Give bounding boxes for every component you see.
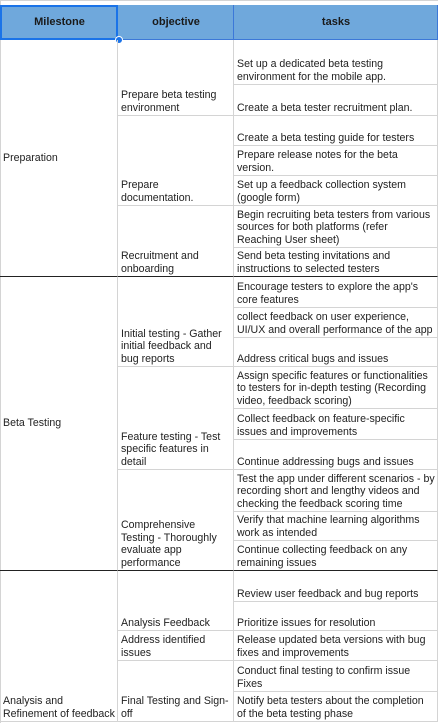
objective-label: Prepare documentation. bbox=[121, 179, 194, 204]
task-text: Review user feedback and bug reports bbox=[237, 587, 419, 600]
task-text: Notify beta testers about the completion of the beta testing phase bbox=[237, 695, 424, 720]
task-text: Test the app under different scenarios - by recording short and lengthy videos and checking the feedback scoring time bbox=[237, 472, 435, 510]
task-text: Create a beta testing guide for testers bbox=[237, 131, 415, 144]
header-tasks-cell[interactable] bbox=[234, 5, 438, 40]
task-cell[interactable] bbox=[234, 409, 438, 440]
objective-label: Comprehensive Testing - Thoroughly evaluate app performance bbox=[121, 519, 217, 569]
milestone-label: Analysis and Refinement of feedback bbox=[3, 695, 115, 720]
milestone-cell[interactable] bbox=[0, 277, 118, 571]
task-text: Encourage testers to explore the app's core features bbox=[237, 281, 419, 306]
objective-cell[interactable] bbox=[118, 571, 234, 631]
task-text: Assign specific features or functionalities to testers for in-depth testing (Recording video, feedback scoring) bbox=[237, 369, 428, 407]
task-cell[interactable] bbox=[234, 85, 438, 116]
task-cell[interactable] bbox=[234, 512, 438, 541]
task-cell[interactable] bbox=[234, 571, 438, 602]
task-text: Continue addressing bugs and issues bbox=[237, 455, 414, 468]
sheet-top-border bbox=[0, 0, 438, 1]
header-objective-cell[interactable] bbox=[118, 5, 234, 40]
task-cell[interactable] bbox=[234, 176, 438, 206]
milestone-label: Preparation bbox=[3, 151, 58, 164]
task-cell[interactable] bbox=[234, 116, 438, 146]
task-text: Prioritize issues for resolution bbox=[237, 616, 376, 629]
task-cell[interactable] bbox=[234, 541, 438, 571]
objective-cell[interactable] bbox=[118, 367, 234, 470]
task-cell[interactable] bbox=[234, 440, 438, 470]
task-cell[interactable] bbox=[234, 40, 438, 85]
objective-cell[interactable] bbox=[118, 661, 234, 722]
header-tasks-label: tasks bbox=[321, 15, 351, 28]
objective-cell[interactable] bbox=[118, 470, 234, 571]
task-text: Send beta testing invitations and instructions to selected testers bbox=[237, 250, 391, 275]
task-cell[interactable] bbox=[234, 470, 438, 512]
task-cell[interactable] bbox=[234, 206, 438, 248]
milestone-label: Beta Testing bbox=[3, 417, 62, 430]
task-cell[interactable] bbox=[234, 338, 438, 367]
task-cell[interactable] bbox=[234, 248, 438, 277]
objective-label: Final Testing and Sign-off bbox=[121, 695, 229, 720]
task-cell[interactable] bbox=[234, 308, 438, 338]
objective-label: Analysis Feedback bbox=[121, 616, 210, 629]
task-text: Address critical bugs and issues bbox=[237, 352, 389, 365]
task-text: Release updated beta versions with bug fixes and improvements bbox=[237, 634, 426, 659]
objective-cell[interactable] bbox=[118, 206, 234, 277]
objective-label: Recruitment and onboarding bbox=[121, 250, 199, 275]
task-cell[interactable] bbox=[234, 367, 438, 409]
task-text: Begin recruiting beta testers from various sources for both platforms (refer Reaching User sheet) bbox=[237, 208, 431, 246]
task-text: Create a beta tester recruitment plan. bbox=[237, 101, 413, 114]
task-cell[interactable] bbox=[234, 602, 438, 631]
header-objective-label: objective bbox=[152, 15, 200, 28]
task-cell[interactable] bbox=[234, 146, 438, 176]
task-text: Set up a dedicated beta testing environment for the mobile app. bbox=[237, 58, 386, 83]
task-text: Prepare release notes for the beta version. bbox=[237, 149, 398, 174]
objective-label: Feature testing - Test specific features in detail bbox=[121, 430, 221, 468]
task-text: Verify that machine learning algorithms work as intended bbox=[237, 514, 420, 539]
milestone-cell[interactable] bbox=[0, 571, 118, 722]
header-milestone-label: Milestone bbox=[34, 16, 85, 29]
task-text: Set up a feedback collection system (google form) bbox=[237, 179, 407, 204]
objective-label: Initial testing - Gather initial feedback and bug reports bbox=[121, 327, 222, 365]
task-text: Conduct final testing to confirm issue Fixes bbox=[237, 665, 411, 690]
task-text: Continue collecting feedback on any remaining issues bbox=[237, 544, 408, 569]
objective-label: Prepare beta testing environment bbox=[121, 89, 217, 114]
objective-label: Address identified issues bbox=[121, 634, 206, 659]
task-text: collect feedback on user experience, UI/UX and overall performance of the app bbox=[237, 311, 433, 336]
objective-cell[interactable] bbox=[118, 40, 234, 116]
task-text: Collect feedback on feature-specific issues and improvements bbox=[237, 413, 405, 438]
task-cell[interactable] bbox=[234, 661, 438, 692]
objective-cell[interactable] bbox=[118, 631, 234, 661]
task-cell[interactable] bbox=[234, 631, 438, 661]
objective-cell[interactable] bbox=[118, 277, 234, 367]
task-cell[interactable] bbox=[234, 277, 438, 308]
header-milestone-cell[interactable] bbox=[0, 5, 118, 40]
milestone-cell[interactable] bbox=[0, 40, 118, 277]
task-cell[interactable] bbox=[234, 692, 438, 722]
objective-cell[interactable] bbox=[118, 116, 234, 206]
